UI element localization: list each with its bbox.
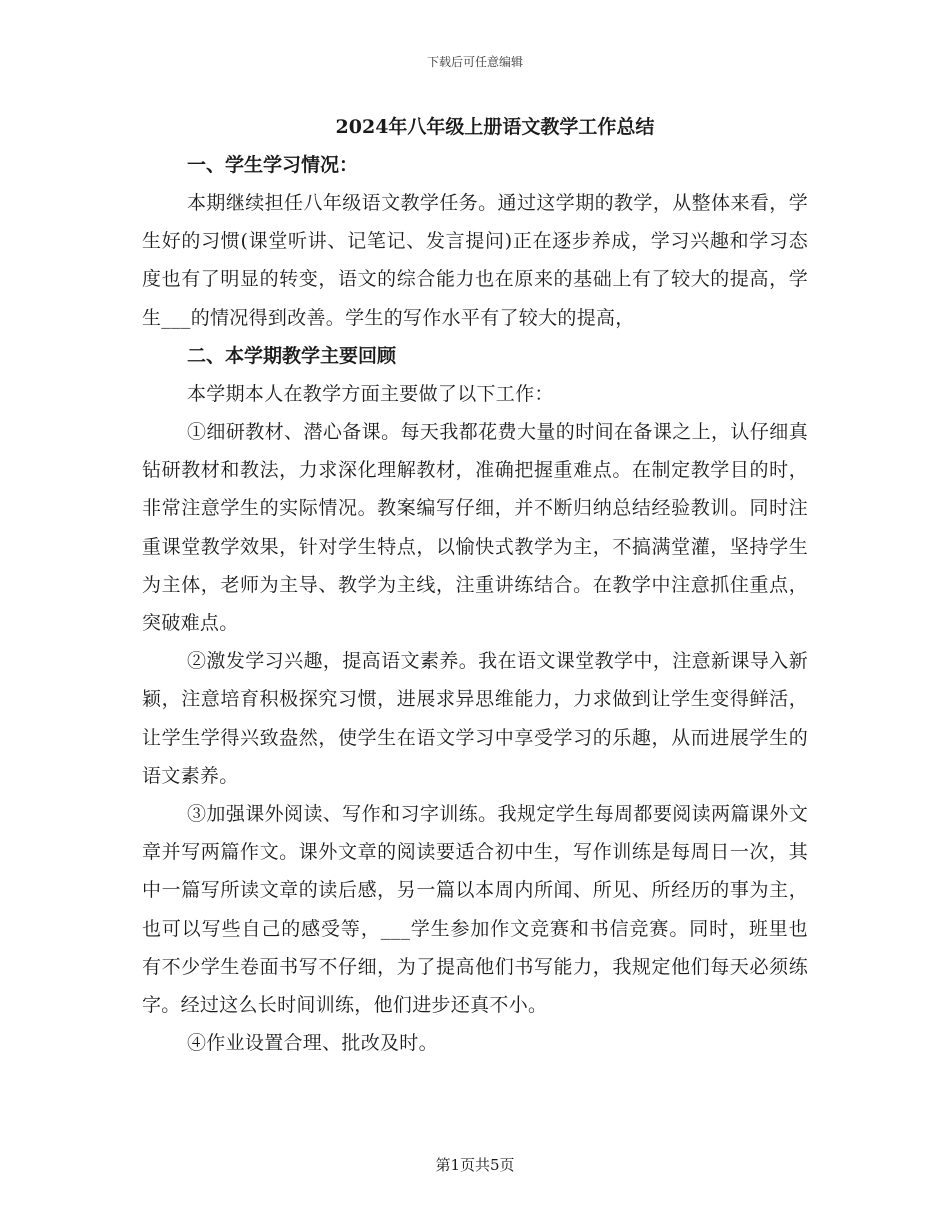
section-heading: 二、本学期教学主要回顾: [187, 344, 397, 367]
paragraph: 本学期本人在教学方面主要做了以下工作：: [187, 382, 554, 405]
section-heading: 一、学生学习情况：: [187, 154, 359, 176]
paragraph: ④作业设置合理、批改及时。: [187, 1032, 438, 1055]
document-title: 2024年八年级上册语文教学工作总结: [335, 116, 655, 138]
document-body: [142, 108, 808, 1062]
paragraph: ③加强课外阅读、写作和习字训练。我规定学生每周都要阅读两篇课外文章并写两篇作文。课外文章的阅读要适合初中生，写作训练是每周日一次，其中一篇写所读文章的读后感，另一篇以本周内所闻、所见、所经历的事为主，也可以写些自己的感受等，___学生参加作文竞赛和书信竞赛。同时，班里也有不少学生卷面书写不仔细，为了提高他们书写能力，我规定他们每天必须练字。经过这么长时间训练，他们进步还真不小。: [142, 803, 808, 1017]
paragraph: 本期继续担任八年级语文教学任务。通过这学期的教学，从整体来看，学生好的习惯(课堂听讲、记笔记、发言提问)正在逐步养成，学习兴趣和学习态度也有了明显的转变，语文的综合能力也在原来的基础上有了较大的提高，学生___的情况得到改善。学生的写作水平有了较大的提高，: [142, 192, 808, 329]
paragraph: ①细研教材、潜心备课。每天我都花费大量的时间在备课之上，认仔细真钻研教材和教法，力求深化理解教材，准确把握重难点。在制定教学目的时，非常注意学生的实际情况。教案编写仔细，并不断归纳总结经验教训。同时注重课堂教学效果，针对学生特点，以愉快式教学为主，不搞满堂灌，坚持学生为主体，老师为主导、教学为主线，注重讲练结合。在教学中注意抓住重点，突破难点。: [142, 421, 808, 635]
page-footer: 第1页共5页: [435, 1156, 515, 1174]
paragraph: ②激发学习兴趣，提高语文素养。我在语文课堂教学中，注意新课导入新颖，注意培育积极探究习惯，进展求异思维能力，力求做到让学生变得鲜活，让学生学得兴致盎然，使学生在语文学习中享受学习的乐趣，从而进展学生的语文素养。: [142, 650, 808, 787]
header-note: 下载后可任意编辑: [426, 55, 523, 69]
